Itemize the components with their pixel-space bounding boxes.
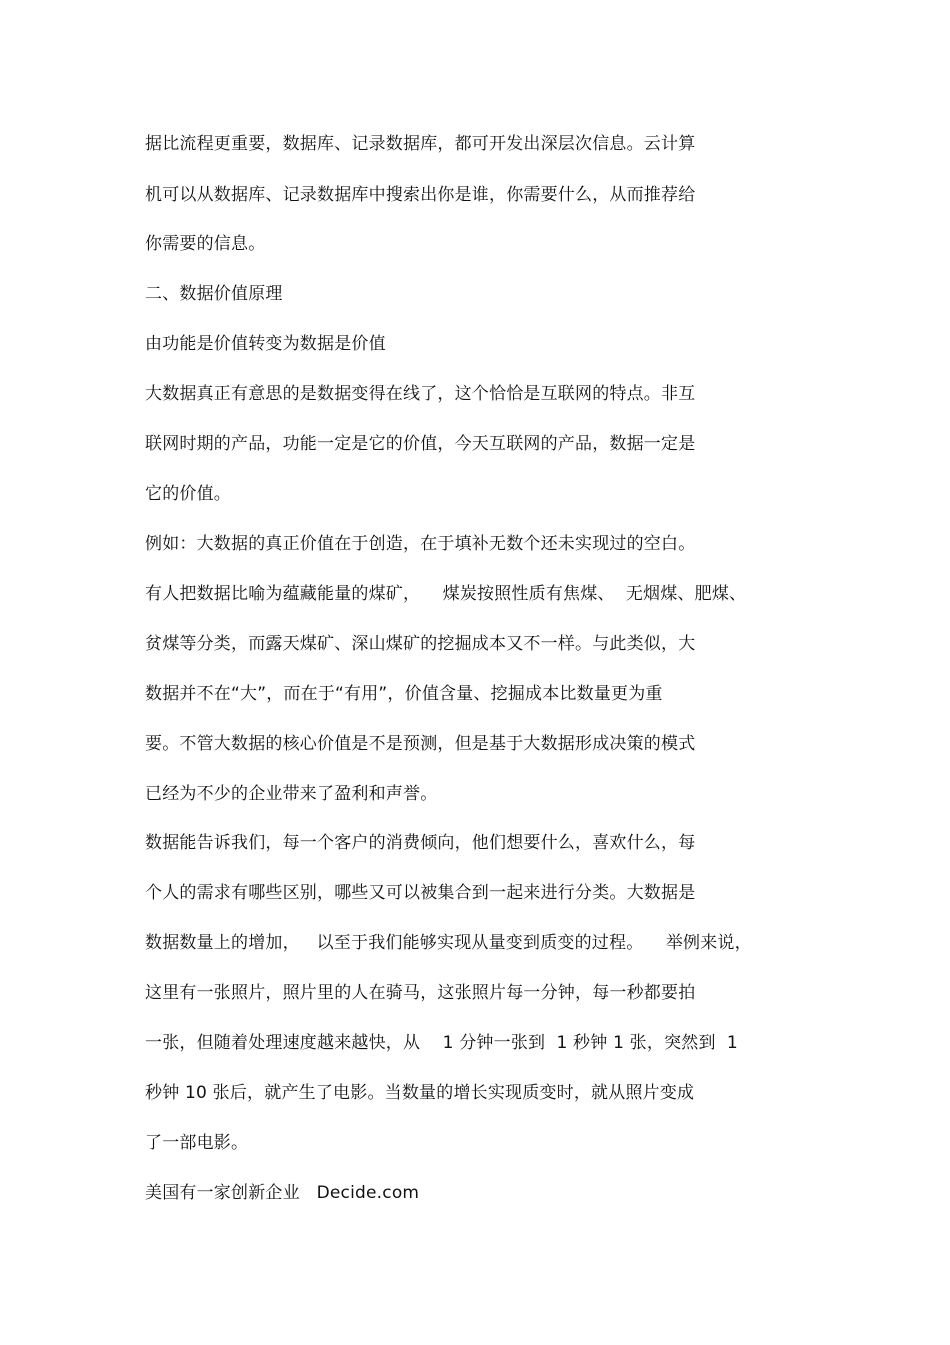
text-line: 个人的需求有哪些区别，哪些又可以被集合到一起来进行分类。大数据是	[145, 883, 696, 903]
text-line: 机可以从数据库、记录数据库中搜索出你是谁，你需要什么，从而推荐给	[145, 185, 696, 205]
text-line: 联网时期的产品，功能一定是它的价值，今天互联网的产品，数据一定是	[145, 434, 696, 454]
text-line: 大数据真正有意思的是数据变得在线了，这个恰恰是互联网的特点。非互	[145, 384, 696, 404]
text-line: 一张，但随着处理速度越来越快，从 1 分钟一张到 1 秒钟 1 张，突然到 1	[145, 1033, 738, 1053]
text-line: 贫煤等分类，而露天煤矿、深山煤矿的挖掘成本又不一样。与此类似，大	[145, 634, 696, 654]
text-line: 有人把数据比喻为蕴藏能量的煤矿， 煤炭按照性质有焦煤、 无烟煤、肥煤、	[145, 584, 747, 604]
text-line: 这里有一张照片，照片里的人在骑马，这张照片每一分钟，每一秒都要拍	[145, 983, 696, 1003]
text-line: 例如：大数据的真正价值在于创造，在于填补无数个还未实现过的空白。	[145, 534, 696, 554]
text-line: 已经为不少的企业带来了盈利和声誉。	[145, 784, 438, 804]
text-line: 数据并不在“大”，而在于“有用”，价值含量、挖掘成本比数量更为重	[145, 684, 663, 704]
text-line: 美国有一家创新企业 Decide.com	[145, 1183, 420, 1203]
subheading: 由功能是价值转变为数据是价值	[145, 334, 386, 354]
section-heading: 二、数据价值原理	[145, 284, 283, 304]
text-line: 数据数量上的增加， 以至于我们能够实现从量变到质变的过程。 举例来说，	[145, 933, 752, 953]
text-line: 秒钟 10 张后，就产生了电影。当数量的增长实现质变时，就从照片变成	[145, 1083, 695, 1103]
text-line: 数据能告诉我们，每一个客户的消费倾向，他们想要什么，喜欢什么，每	[145, 833, 696, 853]
text-line: 你需要的信息。	[145, 234, 266, 254]
text-line: 要。不管大数据的核心价值是不是预测，但是基于大数据形成决策的模式	[145, 734, 696, 754]
text-line: 它的价值。	[145, 484, 231, 504]
text-line: 据比流程更重要，数据库、记录数据库，都可开发出深层次信息。云计算	[145, 134, 696, 154]
text-line: 了一部电影。	[145, 1133, 249, 1153]
